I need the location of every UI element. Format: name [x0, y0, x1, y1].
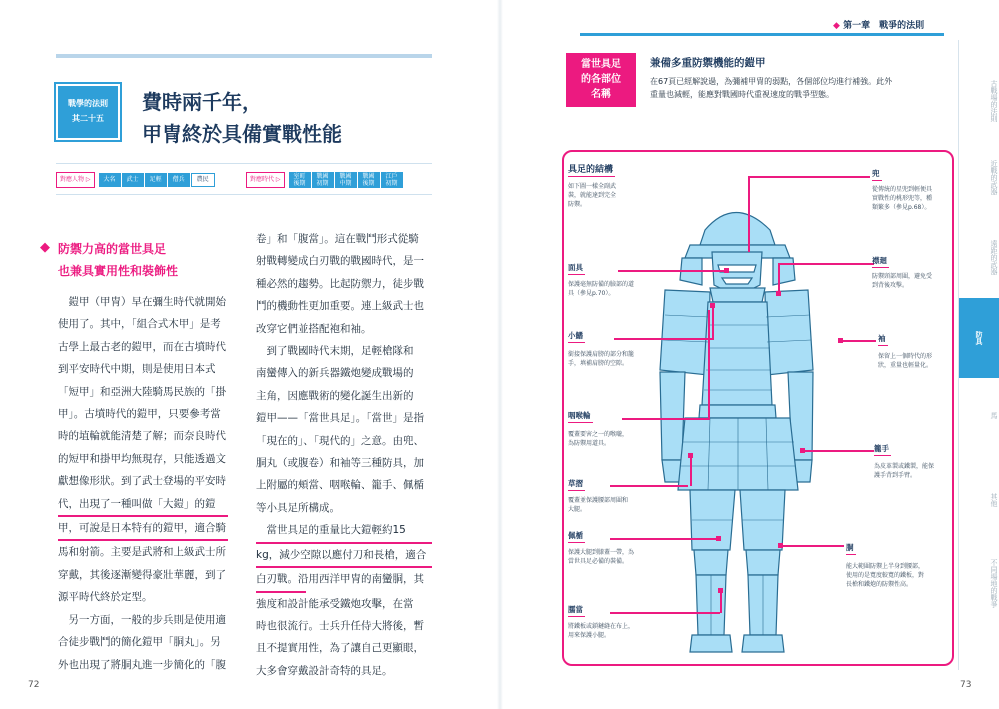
page-title-line1: 費時兩千年，	[142, 90, 262, 114]
text-line: 強度和設計能承受鐵炮攻擊，在當	[256, 597, 414, 610]
leader-line	[618, 270, 728, 272]
text-line: 且不提實用性，為了讓自己更顯眼，	[256, 642, 424, 655]
part-label-kusazuri: 草摺	[568, 478, 585, 491]
part-label-nodowa: 咽喉輪	[568, 410, 593, 423]
diagram-intro: 如下圖一樣全副武 裝，就能達到完全 防禦。	[568, 183, 617, 208]
era-tags	[246, 172, 404, 188]
text-line-underlined: 白刃戰。沿用西洋甲冑的南蠻胴，其	[256, 568, 306, 592]
person-tag: 僧兵	[168, 173, 190, 187]
part-desc-do: 能大範圍防禦上半身到腰部， 使用的是寬度較寬的鐵板，對 長槍和鐵炮的防禦性高。	[846, 563, 925, 588]
part-desc-kabuto: 從傳統的星兜到輕便具 實戰性的桃形兜等，種 類繁多（參見p.68）。	[872, 186, 933, 211]
text-line: 使用了。其中，「組合式木甲」是考	[58, 318, 221, 331]
era-tag-label: 對應時代 ▷	[246, 172, 285, 188]
intro-line: 重量也減輕，能應對戰國時代重視速度的戰爭型態。	[650, 90, 834, 99]
leader-line	[778, 263, 874, 265]
part-label-kobire: 小鰭	[568, 330, 585, 343]
chapter-badge-line1: 戰學的法則	[68, 99, 108, 108]
leader-line	[614, 338, 714, 340]
section-label-line: 當世具足	[581, 59, 621, 70]
text-line: 穿戴，其後逐漸變得豪壯華麗，到了	[58, 568, 226, 581]
side-tab[interactable]: 其他	[990, 493, 998, 507]
part-desc-sode: 保留上一個時代的形 狀，重量也輕量化。	[878, 353, 933, 369]
top-decor-bar	[56, 54, 432, 58]
leader-line	[610, 485, 688, 487]
book-spine	[497, 0, 503, 709]
leader-line	[748, 176, 750, 252]
leader-line	[622, 418, 710, 420]
text-line: 改穿它們並搭配袍和袖。	[256, 322, 372, 335]
chapter-header: ◆ 第一章 戰爭的法則	[833, 21, 925, 31]
text-line: 「短甲」和亞洲大陸騎馬民族的「掛	[58, 385, 226, 398]
text-line: 合徒步戰鬥的簡化鎧甲「胴丸」。另	[58, 636, 221, 649]
leader-line	[712, 305, 714, 339]
leader-line	[708, 310, 710, 420]
section-intro	[650, 75, 950, 101]
chapter-header-line	[580, 33, 944, 36]
text-line: 另一方面，一般的步兵則是使用適	[58, 613, 226, 626]
person-tag-label: 對應人物 ▷	[56, 172, 95, 188]
text-line-underlined: kg，減少空隙以應付刀和長槍，適合	[256, 544, 432, 568]
diamond-icon: ◆	[833, 21, 840, 31]
leader-dot	[838, 338, 843, 343]
leader-line	[690, 455, 692, 486]
text-line: 的短甲和掛甲均無現存，只能透過文	[58, 452, 226, 465]
page-number-left: 72	[28, 680, 40, 690]
text-line-underlined: 當世具足的重量比大鎧輕約15	[256, 519, 432, 543]
leader-dot	[710, 303, 715, 308]
leader-line	[840, 340, 876, 342]
section-label-box	[566, 53, 636, 107]
intro-line: 在67頁已經解說過，為彌補甲冑的弱點，各個部位均進行補強。此外	[650, 77, 893, 86]
text-line: 獻想像形狀。到了武士登場的平安時	[58, 475, 226, 488]
text-line: 甲」。古墳時代的鎧甲，只要參考當	[58, 408, 221, 421]
part-label-kote: 籠手	[874, 443, 891, 456]
person-tag: 武士	[122, 173, 144, 187]
left-page	[0, 0, 499, 709]
person-tags	[56, 172, 216, 188]
body-column-1	[58, 291, 238, 676]
text-line: 鬥的機動性更加重要。連上級武士也	[256, 300, 424, 313]
leader-dot	[688, 453, 693, 458]
leader-line	[610, 538, 718, 540]
side-tab[interactable]: 不同場地的戰爭	[990, 558, 998, 608]
era-tag: 戰國 初期	[312, 172, 334, 188]
leader-dot	[800, 448, 805, 453]
section-heading-line1: 防禦力高的當世具足	[58, 242, 167, 256]
part-desc-kobire: 銜接保護肩膀的部分和籠 手，填補肩膀的空隙。	[568, 351, 635, 367]
text-line: 大多會穿戴設計奇特的具足。	[256, 664, 393, 677]
leader-line	[778, 263, 780, 293]
text-line: 外也出現了將胴丸進一步簡化的「腹	[58, 658, 226, 671]
person-tag-selected: 農民	[191, 173, 215, 187]
text-line: 種必然的趨勢。比起防禦力，徒步戰	[256, 277, 424, 290]
part-label-sode: 袖	[878, 333, 888, 346]
text-line: 等小具足所構成。	[256, 501, 340, 514]
part-label-do: 胴	[846, 542, 856, 555]
section-subtitle: 兼備多重防禦機能的鎧甲	[650, 57, 766, 69]
leader-dot	[718, 588, 723, 593]
leader-line	[720, 590, 722, 613]
text-line: 上附屬的頰當、咽喉輪、籠手、佩楯	[256, 479, 424, 492]
section-heading-line2: 也兼具實用性和裝飾性	[58, 264, 179, 278]
page-number-right: 73	[960, 680, 972, 690]
part-desc-haidate: 保護大腿到膝蓋一帶，為 當世具足必備的裝備。	[568, 549, 635, 565]
text-line: 到平安時代中期，則是使用日本式	[58, 363, 216, 376]
section-label-line: 的各部位	[581, 74, 621, 85]
samurai-armor-illustration	[610, 190, 860, 660]
diamond-icon: ◆	[40, 240, 50, 255]
side-tab[interactable]: 近戰的武器	[990, 160, 998, 195]
diagram-title: 具足的結構	[568, 162, 615, 177]
section-label-line: 名稱	[591, 89, 611, 100]
side-tab-rule	[958, 40, 959, 670]
divider	[56, 194, 432, 195]
part-desc-nodowa: 覆蓋要害之一的喉嚨， 為防禦用道具。	[568, 431, 629, 447]
part-label-erimawari: 襟廻	[872, 255, 889, 268]
part-desc-kote: 為皮革製或鐵製，能保 護手背到手臂。	[874, 463, 935, 479]
divider	[56, 163, 432, 164]
leader-dot	[776, 291, 781, 296]
side-tab[interactable]: 古戰場的法則	[990, 80, 998, 122]
text-line: 古學上最古老的鎧甲，而在古墳時代	[58, 340, 226, 353]
page-title-line2: 甲冑終於具備實戰性能	[142, 122, 342, 146]
leader-line	[802, 450, 874, 452]
text-line: 射戰轉變成白刃戰的戰國時代，是一	[256, 255, 424, 268]
text-line-underlined: 代，出現了一種叫做「大鎧」的鎧	[58, 493, 228, 517]
text-line: 「現在的」、「現代的」之意。由兜、	[256, 434, 424, 447]
side-tab[interactable]: 遠距的武器	[990, 240, 998, 275]
text-line: 時也很流行。士兵升任侍大將後，暫	[256, 619, 424, 632]
side-tab[interactable]: 馬	[990, 411, 998, 419]
era-tag: 戰國 中期	[335, 172, 357, 188]
leader-dot	[716, 536, 721, 541]
text-line: 主角，因應戰術的變化誕生出新的	[256, 389, 414, 402]
text-line: 鎧甲——「當世具足」。「當世」是指	[256, 412, 424, 425]
chapter-badge	[56, 84, 120, 140]
side-tab-active[interactable]: 防具	[958, 298, 999, 378]
person-tag: 大名	[99, 173, 121, 187]
part-desc-suneate: 將鐵板或鎖鏈縫在布上， 用來保護小腿。	[568, 623, 635, 639]
person-tag: 足輕	[145, 173, 167, 187]
text-line: 源平時代終於定型。	[58, 591, 153, 604]
leader-dot	[724, 268, 729, 273]
text-line: 鎧甲（甲冑）早在彌生時代就開始	[58, 296, 226, 308]
part-label-kabuto: 兜	[872, 168, 882, 181]
era-tag: 室町 後期	[289, 172, 311, 188]
part-desc-mengu: 保護毫無防備的臉部的道 具（參見p.70）。	[568, 281, 635, 297]
leader-line	[780, 545, 844, 547]
text-line-underlined: 甲，可說是日本特有的鎧甲，適合騎	[58, 517, 228, 541]
era-tag: 戰國 後期	[358, 172, 380, 188]
part-desc-erimawari: 防禦頸部周圍，避免受 到背後攻擊。	[872, 273, 933, 289]
era-tag: 江戶 初期	[381, 172, 403, 188]
text-line: 南蠻傳入的新兵器鐵炮變成戰場的	[256, 367, 414, 380]
part-label-suneate: 臑當	[568, 604, 585, 617]
body-column-2	[256, 228, 438, 682]
chapter-badge-line2: 其二十五	[72, 114, 104, 123]
part-label-haidate: 佩楯	[568, 530, 585, 543]
text-line: 時的埴輪就能清楚了解；而奈良時代	[58, 430, 226, 443]
part-desc-kusazuri: 覆蓋並保護腰部周圍和 大腿。	[568, 497, 629, 513]
leader-line	[610, 612, 720, 614]
part-label-mengu: 面具	[568, 262, 585, 275]
text-line: 馬和射箭。主要是武將和上級武士所	[58, 546, 226, 559]
leader-dot	[778, 543, 783, 548]
text-line: 到了戰國時代末期，足輕槍隊和	[256, 345, 414, 358]
text-line: 胴丸（或腹卷）和袖等三種防具，加	[256, 457, 424, 470]
text-line: 卷」和「腹當」。這在戰鬥形式從騎	[256, 233, 419, 245]
leader-line	[748, 176, 870, 178]
